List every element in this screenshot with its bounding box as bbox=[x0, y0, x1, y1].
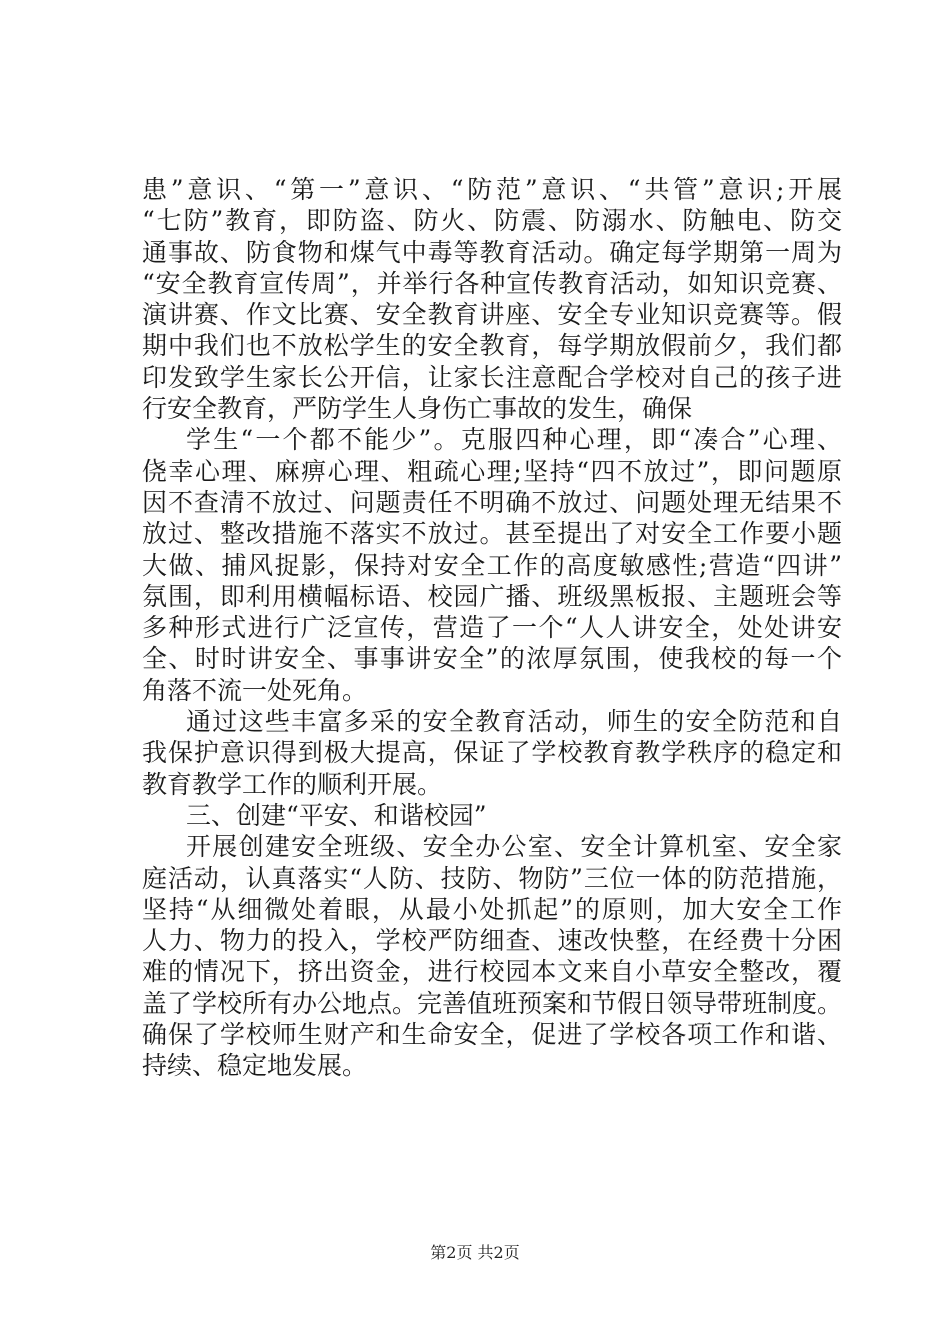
text-line: 期中我们也不放松学生的安全教育，每学期放假前夕，我们都 bbox=[142, 331, 842, 361]
text-line: 我保护意识得到极大提高，保证了学校教育教学秩序的稳定和 bbox=[142, 738, 842, 768]
text-line: 多种形式进行广泛宣传，营造了一个“人人讲安全，处处讲安 bbox=[142, 613, 842, 643]
page-number-label: 第2页 共2页 bbox=[430, 1243, 520, 1262]
text-line: 全、时时讲安全、事事讲安全”的浓厚氛围，使我校的每一个 bbox=[142, 644, 842, 674]
text-line: 坚持“从细微处着眼，从最小处抓起”的原则，加大安全工作 bbox=[142, 894, 842, 924]
text-line: 印发致学生家长公开信，让家长注意配合学校对自己的孩子进 bbox=[142, 362, 842, 392]
text-line: 患”意识、“第一”意识、“防范”意识、“共管”意识;开展 bbox=[142, 175, 842, 204]
text-line: “七防”教育，即防盗、防火、防震、防溺水、防触电、防交 bbox=[142, 206, 842, 236]
text-line: 演讲赛、作文比赛、安全教育讲座、安全专业知识竞赛等。假 bbox=[142, 300, 842, 330]
text-line: 氛围，即利用横幅标语、校园广播、班级黑板报、主题班会等 bbox=[142, 581, 842, 611]
text-line: 放过、整改措施不落实不放过。甚至提出了对安全工作要小题 bbox=[142, 519, 842, 549]
text-line: 人力、物力的投入，学校严防细查、速改快整，在经费十分困 bbox=[142, 926, 842, 956]
text-line: 持续、稳定地发展。 bbox=[142, 1051, 368, 1081]
text-line: 因不查清不放过、问题责任不明确不放过、问题处理无结果不 bbox=[142, 487, 842, 517]
text-line: 庭活动，认真落实“人防、技防、物防”三位一体的防范措施， bbox=[142, 863, 842, 893]
text-line: 学生“一个都不能少”。克服四种心理，即“凑合”心理、 bbox=[186, 425, 843, 455]
page-footer bbox=[0, 1243, 950, 1263]
text-line: 通事故、防食物和煤气中毒等教育活动。确定每学期第一周为 bbox=[142, 237, 842, 267]
text-line: 角落不流一处死角。 bbox=[142, 675, 368, 705]
text-line: 侥幸心理、麻痹心理、粗疏心理;坚持“四不放过”，即问题原 bbox=[142, 456, 842, 486]
text-line: 难的情况下，挤出资金，进行校园本文来自小草安全整改，覆 bbox=[142, 957, 842, 987]
document-body bbox=[142, 174, 842, 1082]
text-line: 确保了学校师生财产和生命安全，促进了学校各项工作和谐、 bbox=[142, 1020, 842, 1050]
text-line: 大做、捕风捉影，保持对安全工作的高度敏感性;营造“四讲” bbox=[142, 550, 842, 580]
text-line: “安全教育宣传周”，并举行各种宣传教育活动，如知识竞赛、 bbox=[142, 268, 842, 298]
text-line: 三、创建“平安、和谐校园” bbox=[186, 800, 487, 830]
text-line: 开展创建安全班级、安全办公室、安全计算机室、安全家 bbox=[186, 832, 842, 862]
text-line: 教育教学工作的顺利开展。 bbox=[142, 769, 443, 799]
text-line: 盖了学校所有办公地点。完善值班预案和节假日领导带班制度。 bbox=[142, 988, 843, 1018]
text-line: 通过这些丰富多采的安全教育活动，师生的安全防范和自 bbox=[186, 707, 842, 737]
text-line: 行安全教育，严防学生人身伤亡事故的发生，确保 bbox=[142, 394, 693, 424]
